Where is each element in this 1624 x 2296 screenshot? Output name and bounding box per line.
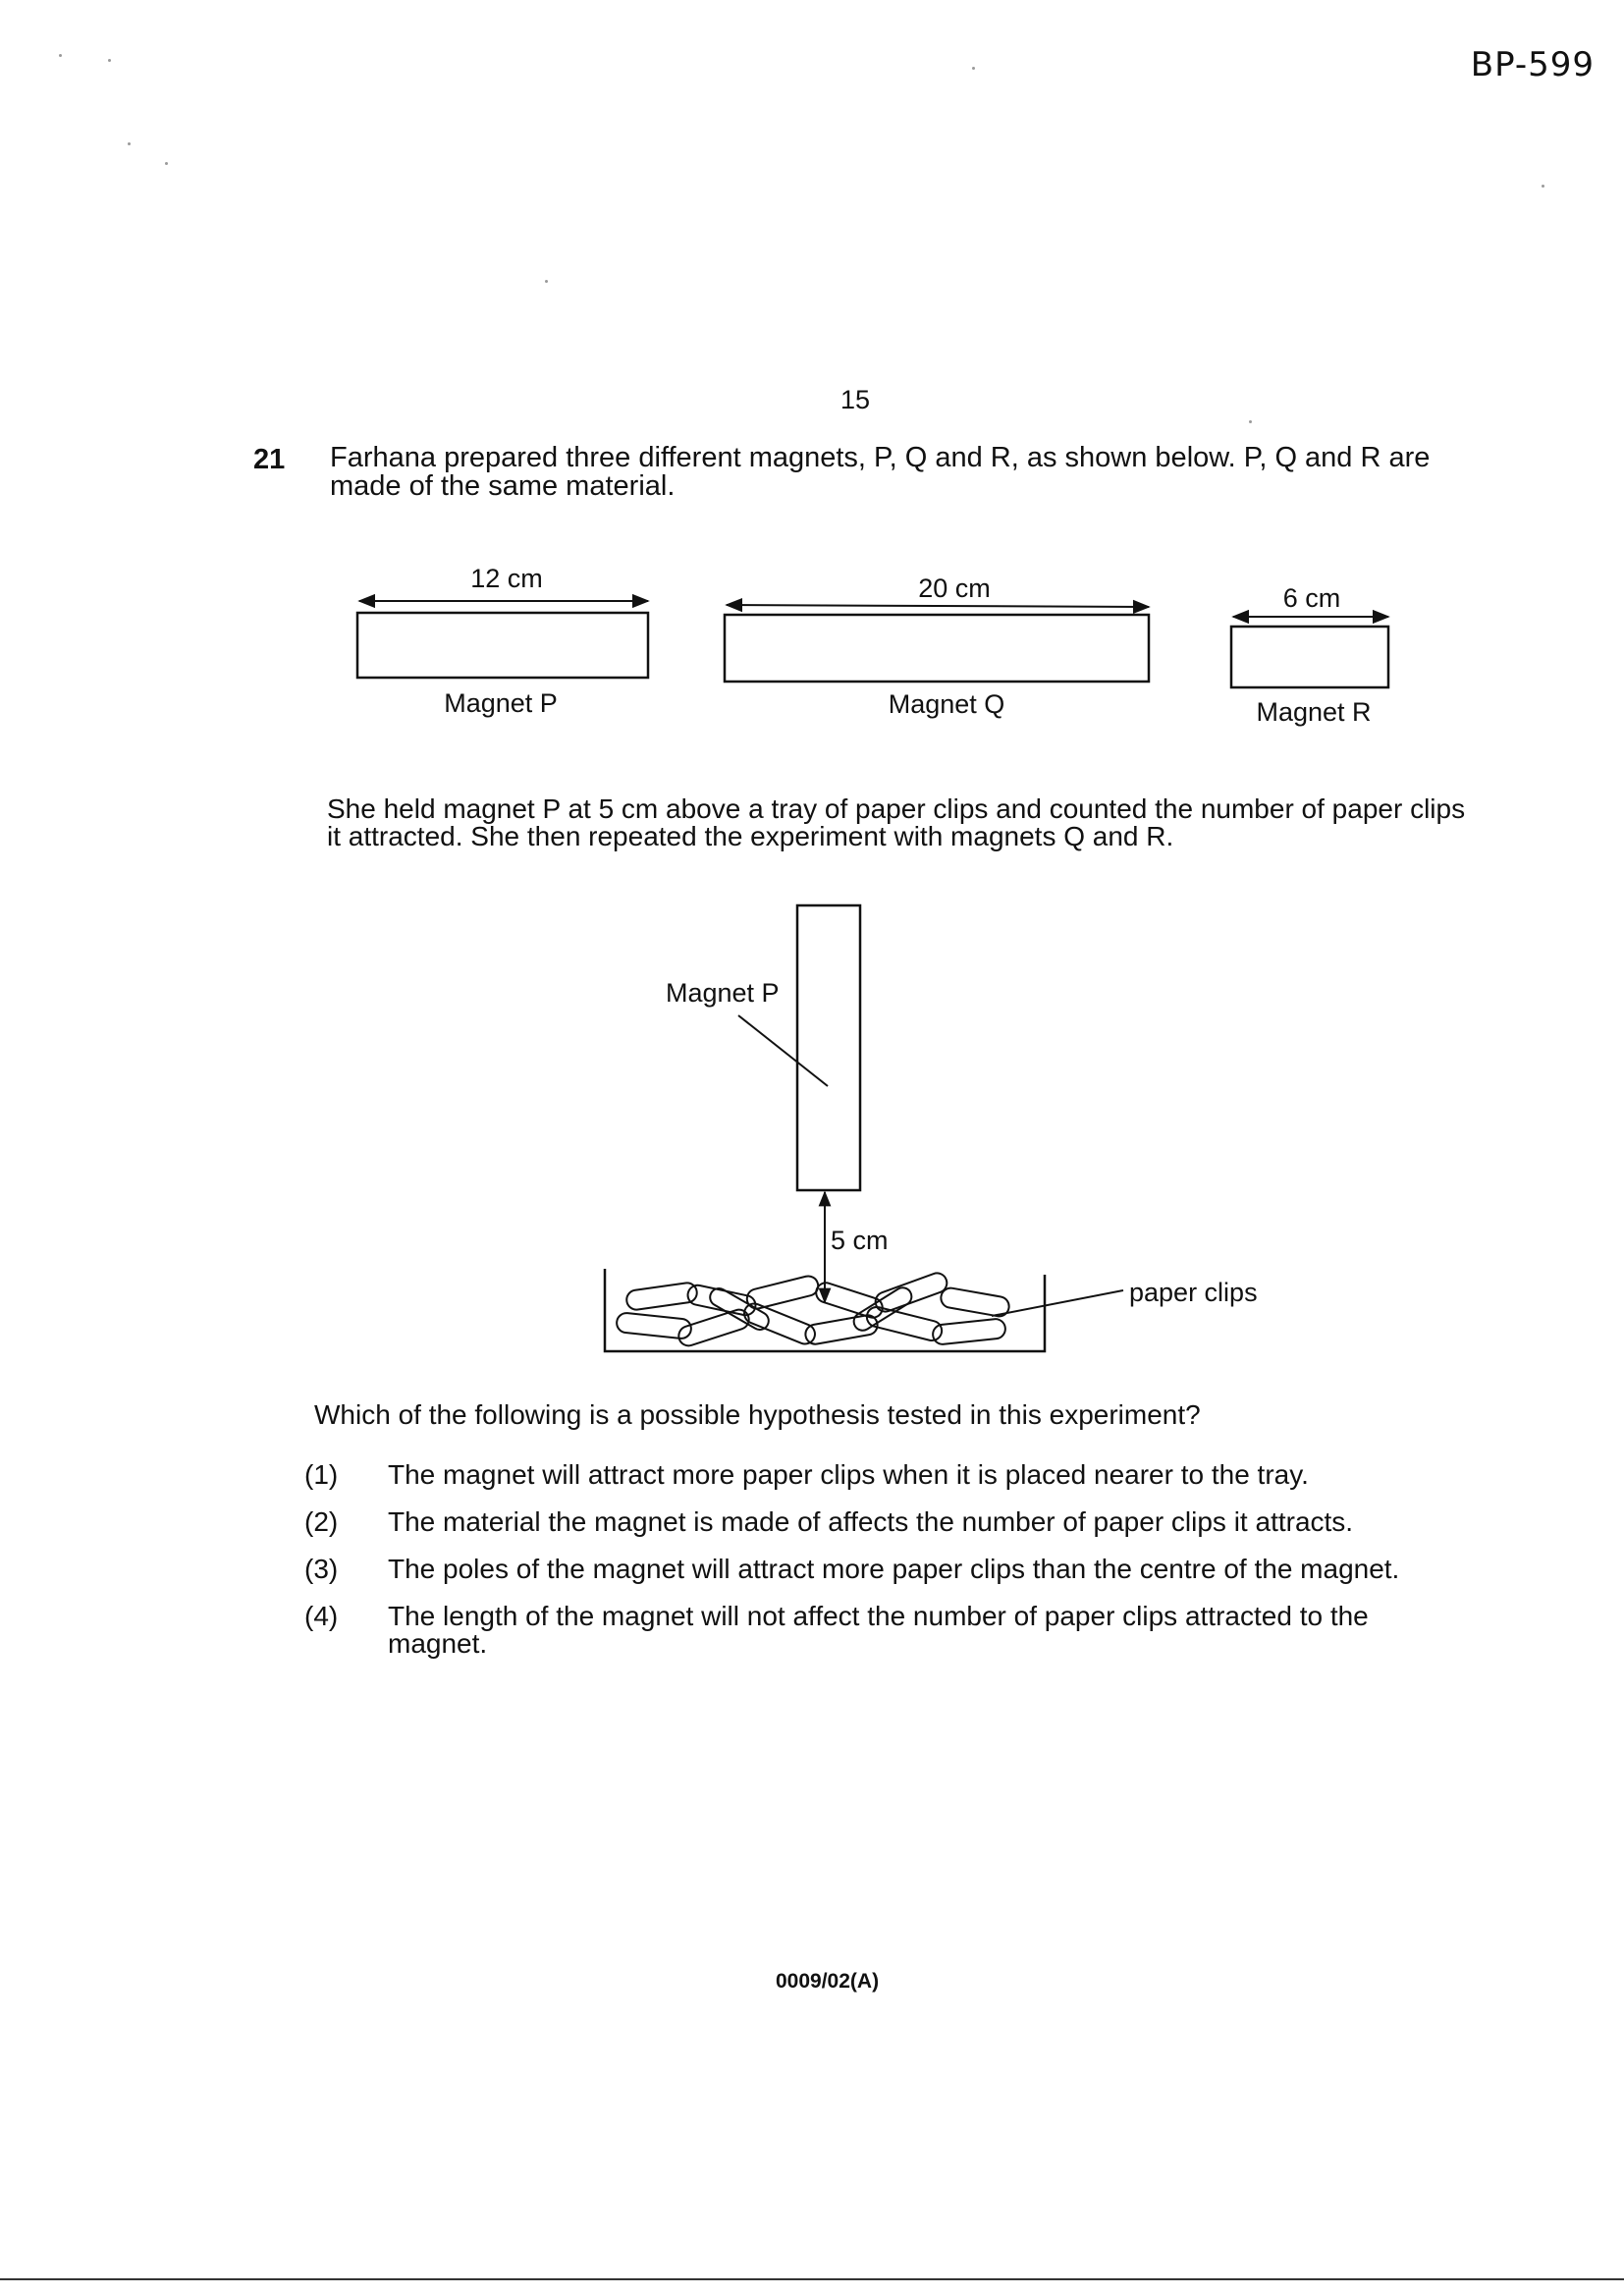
- magnet-p-length-label: 12 cm: [470, 564, 543, 593]
- option-label: (4): [304, 1601, 339, 1631]
- setup-magnet-label: Magnet P: [666, 978, 780, 1008]
- scan-speck: [128, 142, 131, 145]
- procedure-text: She held magnet P at 5 cm above a tray of paper clips and counted the number of paper clips it attracted. She then repeated the experiment with magnets Q and R.: [327, 793, 1466, 851]
- paper-clips-pile: [616, 1271, 1010, 1348]
- magnet-q-group: [725, 574, 1149, 719]
- page-number: 15: [840, 385, 871, 414]
- page-code: BP-599: [1470, 45, 1595, 84]
- option-text: The poles of the magnet will attract more paper clips than the centre of the magnet.: [388, 1554, 1400, 1584]
- scan-speck: [165, 162, 168, 165]
- magnet-p-bar: [357, 613, 648, 678]
- option-label: (3): [304, 1554, 339, 1584]
- question-prompt: Which of the following is a possible hypothesis tested in this experiment?: [314, 1399, 1201, 1430]
- magnet-q-length-label: 20 cm: [918, 574, 991, 603]
- magnet-q-name: Magnet Q: [888, 689, 1005, 719]
- option-text: The magnet will attract more paper clips when it is placed nearer to the tray.: [388, 1459, 1309, 1490]
- scan-speck: [108, 59, 111, 62]
- magnet-pointer-line: [738, 1015, 828, 1086]
- scan-speck: [545, 280, 548, 283]
- question-text: Farhana prepared three different magnets, P, Q and R, as shown below. P, Q and R are made of the same material.: [330, 442, 1431, 502]
- magnet-p-group: [357, 564, 648, 718]
- option-3[interactable]: [304, 1556, 1404, 1583]
- question-number: 21: [253, 444, 286, 475]
- scan-speck: [1542, 185, 1544, 188]
- magnet-r-group: [1231, 583, 1388, 727]
- paper-clips-pointer-line: [992, 1290, 1123, 1316]
- option-1[interactable]: [304, 1461, 1404, 1489]
- magnet-r-name: Magnet R: [1256, 697, 1372, 727]
- option-label: (1): [304, 1459, 339, 1490]
- scan-speck: [1249, 420, 1252, 423]
- magnet-p-name: Magnet P: [444, 688, 558, 718]
- distance-label: 5 cm: [831, 1226, 889, 1255]
- option-text: The material the magnet is made of affects the number of paper clips it attracts.: [388, 1506, 1354, 1537]
- paper-clips-label: paper clips: [1129, 1278, 1258, 1307]
- magnet-r-bar: [1231, 627, 1388, 687]
- experiment-setup-diagram: [0, 894, 1624, 1365]
- footer-code: 0009/02(A): [776, 1970, 880, 1993]
- option-text: The length of the magnet will not affect the number of paper clips attracted to the magnet.: [388, 1601, 1369, 1659]
- answer-options: [304, 1461, 1404, 1677]
- bottom-rule: [0, 2278, 1624, 2280]
- scan-speck: [972, 67, 975, 70]
- magnet-q-bar: [725, 615, 1149, 682]
- option-2[interactable]: [304, 1508, 1404, 1536]
- magnet-r-length-label: 6 cm: [1282, 583, 1341, 613]
- option-4[interactable]: [304, 1603, 1404, 1658]
- option-label: (2): [304, 1506, 339, 1537]
- magnet-q-length-arrow: [727, 605, 1149, 607]
- magnets-diagram: [0, 550, 1624, 737]
- magnet-p-vertical: [797, 905, 860, 1190]
- scan-speck: [59, 54, 62, 57]
